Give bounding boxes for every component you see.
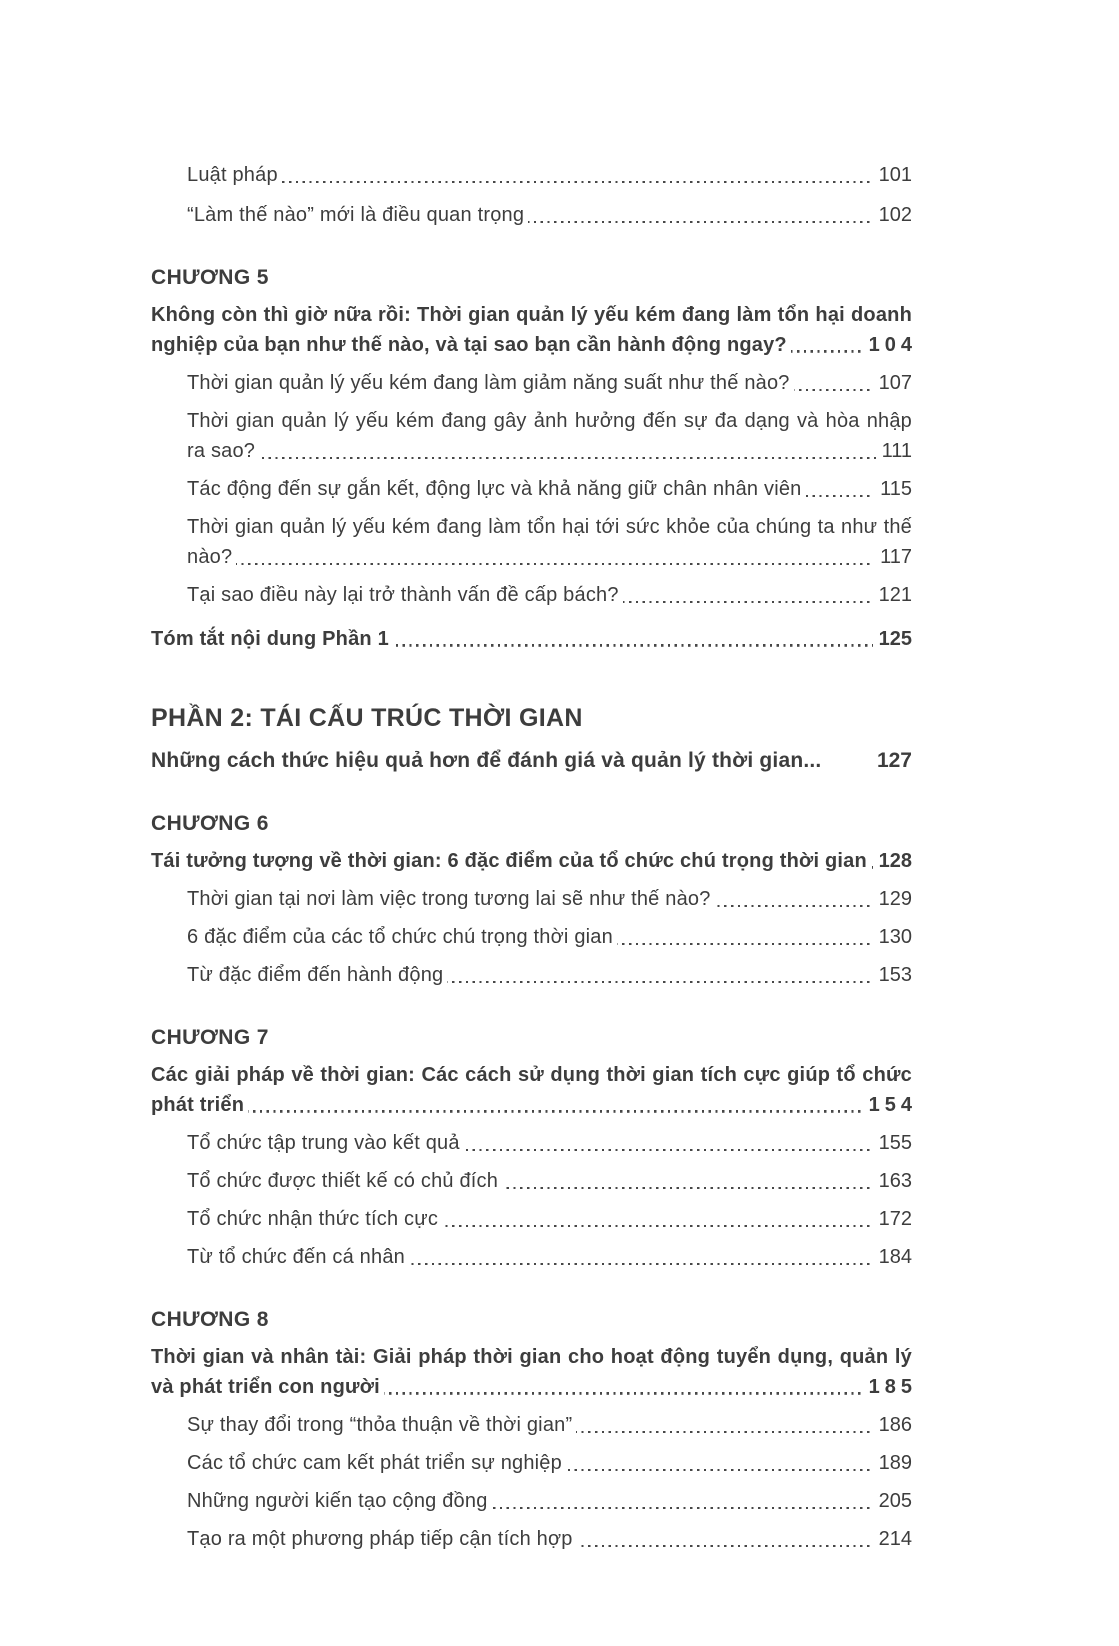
entry-page-number: 163 bbox=[873, 1166, 912, 1196]
entry-page-number: 186 bbox=[873, 1410, 912, 1440]
table-of-contents bbox=[151, 160, 917, 1554]
chapter-title-row bbox=[151, 1060, 917, 1120]
entry-page-number: 107 bbox=[873, 368, 912, 398]
toc-entry bbox=[187, 406, 912, 466]
entry-title: Tạo ra một phương pháp tiếp cận tích hợp bbox=[187, 1528, 577, 1550]
entry-title: Các tổ chức cam kết phát triển sự nghiệp bbox=[187, 1452, 566, 1474]
toc-entry bbox=[187, 1486, 912, 1516]
entry-title: Thời gian quản lý yếu kém đang làm giảm năng suất như thế nào? bbox=[187, 372, 794, 394]
summary-page-number: 125 bbox=[873, 624, 912, 654]
chapter-page-number: 128 bbox=[873, 846, 912, 876]
toc-entry bbox=[187, 1524, 912, 1554]
entry-title: Từ đặc điểm đến hành động bbox=[187, 964, 447, 986]
chapter-title-row bbox=[151, 846, 912, 876]
entry-title: 6 đặc điểm của các tổ chức chú trọng thời gian bbox=[187, 926, 617, 948]
toc-entry bbox=[187, 1204, 912, 1234]
chapter-label: CHƯƠNG 8 bbox=[151, 1308, 269, 1331]
chapter-title: Thời gian và nhân tài: Giải pháp thời gian cho hoạt động tuyển dụng, quản lý và phát triển con người bbox=[151, 1346, 912, 1398]
entry-title: Tại sao điều này lại trở thành vấn đề cấp bách? bbox=[187, 584, 623, 606]
part-subtitle: Những cách thức hiệu quả hơn để đánh giá và quản lý thời gian... bbox=[151, 749, 825, 772]
entry-title: Những người kiến tạo cộng đồng bbox=[187, 1490, 492, 1512]
toc-entry bbox=[187, 960, 912, 990]
chapter-title-row bbox=[151, 1342, 917, 1402]
entry-page-number: 102 bbox=[873, 200, 912, 230]
toc-entry bbox=[187, 160, 912, 190]
part-2-section bbox=[151, 702, 912, 776]
entry-title: Sự thay đổi trong “thỏa thuận về thời gian” bbox=[187, 1414, 576, 1436]
chapter-page-number: 104 bbox=[863, 330, 917, 360]
chapter-page-number: 154 bbox=[863, 1090, 917, 1120]
chapter-title-row bbox=[151, 300, 917, 360]
chapter-label: CHƯƠNG 5 bbox=[151, 266, 269, 289]
entry-page-number: 129 bbox=[873, 884, 912, 914]
entry-title: Thời gian quản lý yếu kém đang làm tổn hại tới sức khỏe của chúng ta như thế nào? bbox=[187, 516, 912, 568]
chapter-entries bbox=[187, 1410, 912, 1554]
part-page-number: 127 bbox=[871, 746, 912, 776]
chapter-title: Tái tưởng tượng về thời gian: 6 đặc điểm của tổ chức chú trọng thời gian bbox=[151, 850, 871, 872]
entry-page-number: 121 bbox=[873, 580, 912, 610]
entry-page-number: 172 bbox=[873, 1204, 912, 1234]
toc-entry bbox=[187, 580, 912, 610]
entry-page-number: 205 bbox=[873, 1486, 912, 1516]
toc-entry bbox=[187, 884, 912, 914]
entry-page-number: 153 bbox=[873, 960, 912, 990]
entry-title: Luật pháp bbox=[187, 164, 282, 186]
entry-title: Thời gian tại nơi làm việc trong tương lai sẽ như thế nào? bbox=[187, 888, 715, 910]
entry-page-number: 189 bbox=[873, 1448, 912, 1478]
chapter-8-section bbox=[151, 1306, 917, 1554]
part-heading: PHẦN 2: TÁI CẤU TRÚC THỜI GIAN bbox=[151, 704, 583, 732]
entry-title: Tổ chức tập trung vào kết quả bbox=[187, 1132, 464, 1154]
toc-entry bbox=[187, 1242, 912, 1272]
chapter-entries bbox=[187, 368, 912, 610]
chapter-entries bbox=[187, 1128, 912, 1272]
chapter-label: CHƯƠNG 7 bbox=[151, 1026, 269, 1049]
chapter-page-number: 185 bbox=[863, 1372, 917, 1402]
entry-title: Tổ chức được thiết kế có chủ đích bbox=[187, 1170, 502, 1192]
chapter-6-section bbox=[151, 810, 912, 990]
part1-summary-row bbox=[151, 624, 912, 654]
toc-entry bbox=[187, 922, 912, 952]
toc-entry bbox=[187, 1128, 912, 1158]
toc-entry bbox=[187, 474, 912, 504]
chapter-7-section bbox=[151, 1024, 917, 1272]
entry-title: Thời gian quản lý yếu kém đang gây ảnh hưởng đến sự đa dạng và hòa nhập ra sao? bbox=[187, 410, 912, 462]
summary-title: Tóm tắt nội dung Phần 1 bbox=[151, 628, 393, 650]
chapter-5-section bbox=[151, 264, 917, 610]
chapter-label: CHƯƠNG 6 bbox=[151, 812, 269, 835]
entry-page-number: 111 bbox=[876, 436, 912, 466]
entry-title: Tác động đến sự gắn kết, động lực và khả năng giữ chân nhân viên bbox=[187, 478, 805, 500]
entry-page-number: 184 bbox=[873, 1242, 912, 1272]
chapter-title: Không còn thì giờ nữa rồi: Thời gian quản lý yếu kém đang làm tổn hại doanh nghiệp của bạn như thế nào, và tại sao bạn cần hành động ngay? bbox=[151, 304, 912, 356]
intro-entries bbox=[187, 160, 912, 230]
toc-entry bbox=[187, 200, 912, 230]
toc-entry bbox=[187, 1410, 912, 1440]
toc-entry bbox=[187, 512, 912, 572]
entry-page-number: 130 bbox=[873, 922, 912, 952]
entry-page-number: 155 bbox=[873, 1128, 912, 1158]
entry-page-number: 115 bbox=[874, 474, 912, 504]
chapter-title: Các giải pháp về thời gian: Các cách sử dụng thời gian tích cực giúp tổ chức phát triển bbox=[151, 1064, 912, 1116]
chapter-entries bbox=[187, 884, 912, 990]
entry-page-number: 101 bbox=[873, 160, 912, 190]
toc-entry bbox=[187, 1166, 912, 1196]
toc-entry bbox=[187, 368, 912, 398]
entry-title: “Làm thế nào” mới là điều quan trọng bbox=[187, 204, 528, 226]
toc-entry bbox=[187, 1448, 912, 1478]
entry-title: Từ tổ chức đến cá nhân bbox=[187, 1246, 409, 1268]
part-subtitle-row bbox=[151, 746, 912, 776]
entry-page-number: 117 bbox=[874, 542, 912, 572]
entry-page-number: 214 bbox=[873, 1524, 912, 1554]
entry-title: Tổ chức nhận thức tích cực bbox=[187, 1208, 442, 1230]
